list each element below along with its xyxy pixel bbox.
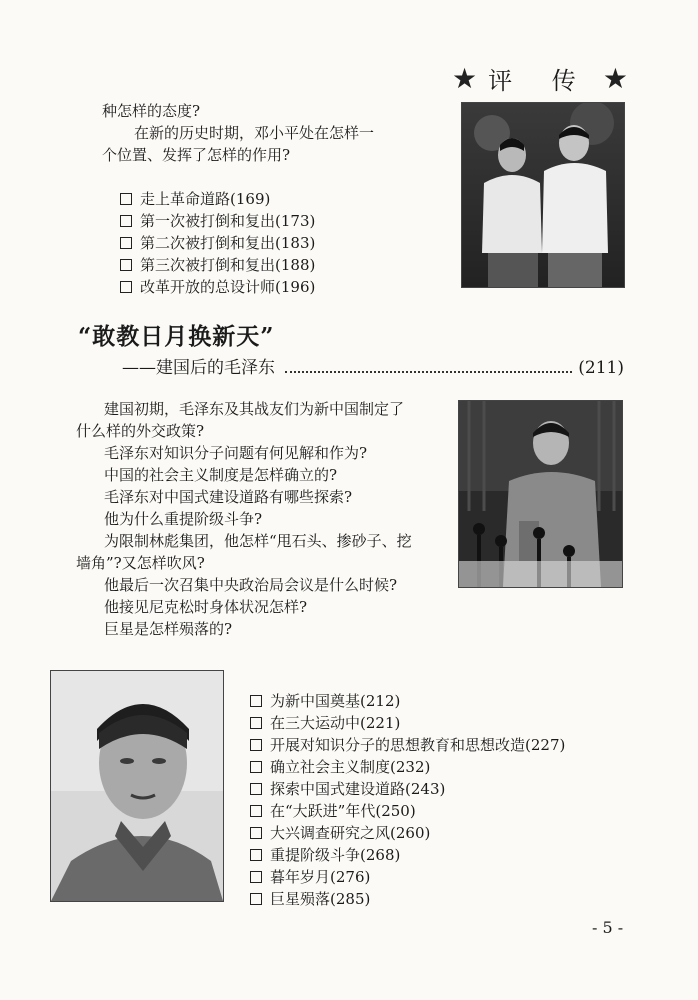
toc-item[interactable] xyxy=(120,254,450,276)
checkbox-icon xyxy=(120,193,132,205)
section2-page-ref: (211) xyxy=(578,358,624,378)
checkbox-icon xyxy=(250,739,262,751)
section2-subheading: ——建国后的毛泽东 xyxy=(122,358,275,378)
toc-item-label: 为新中国奠基(212) xyxy=(270,692,401,710)
toc-item[interactable] xyxy=(250,712,640,734)
toc-item-label: 第二次被打倒和复出(183) xyxy=(140,234,316,252)
toc-item[interactable] xyxy=(250,800,640,822)
checkbox-icon xyxy=(250,827,262,839)
toc-item[interactable] xyxy=(120,188,450,210)
toc-item[interactable] xyxy=(120,276,450,298)
question-line: 他最后一次召集中央政治局会议是什么时候? xyxy=(104,576,398,594)
toc-item[interactable] xyxy=(250,888,640,910)
toc-item[interactable] xyxy=(250,778,640,800)
toc-item-label: 巨星殒落(285) xyxy=(270,890,371,908)
question-line: 他为什么重提阶级斗争? xyxy=(104,510,263,528)
question-line: 墙角”?又怎样吹风? xyxy=(76,554,205,572)
photo-couple xyxy=(461,102,625,288)
question-line: 为限制林彪集团，他怎样“甩石头、掺砂子、挖 xyxy=(104,532,412,550)
question-line: 什么样的外交政策? xyxy=(76,422,205,440)
toc-item-label: 暮年岁月(276) xyxy=(270,868,371,886)
section1-toc xyxy=(120,188,450,298)
intro-line: 个位置、发挥了怎样的作用? xyxy=(102,146,291,164)
toc-item-label: 大兴调查研究之风(260) xyxy=(270,824,431,842)
book-section-title: 评 传 xyxy=(488,66,592,95)
intro-line: 在新的历史时期，邓小平处在怎样一 xyxy=(134,124,375,142)
section2-questions xyxy=(76,398,456,640)
section2-heading: “敢教日月换新天” xyxy=(78,323,275,350)
checkbox-icon xyxy=(120,215,132,227)
question-line: 中国的社会主义制度是怎样确立的? xyxy=(104,466,338,484)
checkbox-icon xyxy=(250,717,262,729)
checkbox-icon xyxy=(250,761,262,773)
section2-subheading-row xyxy=(122,353,624,378)
checkbox-icon xyxy=(250,695,262,707)
toc-item-label: 走上革命道路(169) xyxy=(140,190,271,208)
question-line: 他接见尼克松时身体状况怎样? xyxy=(104,598,308,616)
checkbox-icon xyxy=(250,871,262,883)
toc-item-label: 开展对知识分子的思想教育和思想改造(227) xyxy=(270,736,566,754)
section1-intro xyxy=(102,100,442,166)
toc-item[interactable] xyxy=(250,822,640,844)
toc-item-label: 改革开放的总设计师(196) xyxy=(140,278,316,296)
toc-item[interactable] xyxy=(250,690,640,712)
checkbox-icon xyxy=(120,281,132,293)
toc-item-label: 探索中国式建设道路(243) xyxy=(270,780,446,798)
page-number: - 5 - xyxy=(592,918,624,937)
toc-item-label: 确立社会主义制度(232) xyxy=(270,758,431,776)
question-line: 建国初期，毛泽东及其战友们为新中国制定了 xyxy=(104,400,405,418)
toc-item[interactable] xyxy=(250,866,640,888)
checkbox-icon xyxy=(250,783,262,795)
toc-item[interactable] xyxy=(250,734,640,756)
toc-item-label: 重提阶级斗争(268) xyxy=(270,846,401,864)
toc-item-label: 第一次被打倒和复出(173) xyxy=(140,212,316,230)
question-line: 毛泽东对中国式建设道路有哪些探索? xyxy=(104,488,353,506)
star-icon: ★ xyxy=(602,61,628,95)
star-icon: ★ xyxy=(452,61,478,95)
toc-item-label: 在“大跃进”年代(250) xyxy=(270,802,416,820)
toc-item-label: 在三大运动中(221) xyxy=(270,714,401,732)
checkbox-icon xyxy=(120,259,132,271)
intro-line: 种怎样的态度? xyxy=(102,102,201,120)
toc-item[interactable] xyxy=(250,844,640,866)
checkbox-icon xyxy=(250,849,262,861)
section2-toc xyxy=(250,690,640,910)
photo-speaker xyxy=(458,400,623,588)
question-line: 巨星是怎样殒落的? xyxy=(104,620,233,638)
toc-item[interactable] xyxy=(250,756,640,778)
question-line: 毛泽东对知识分子问题有何见解和作为? xyxy=(104,444,368,462)
checkbox-icon xyxy=(120,237,132,249)
photo-portrait xyxy=(50,670,224,902)
toc-item[interactable] xyxy=(120,232,450,254)
checkbox-icon xyxy=(250,805,262,817)
toc-item-label: 第三次被打倒和复出(188) xyxy=(140,256,316,274)
checkbox-icon xyxy=(250,893,262,905)
leader-dots xyxy=(285,370,572,373)
page-header xyxy=(452,58,628,98)
toc-item[interactable] xyxy=(120,210,450,232)
